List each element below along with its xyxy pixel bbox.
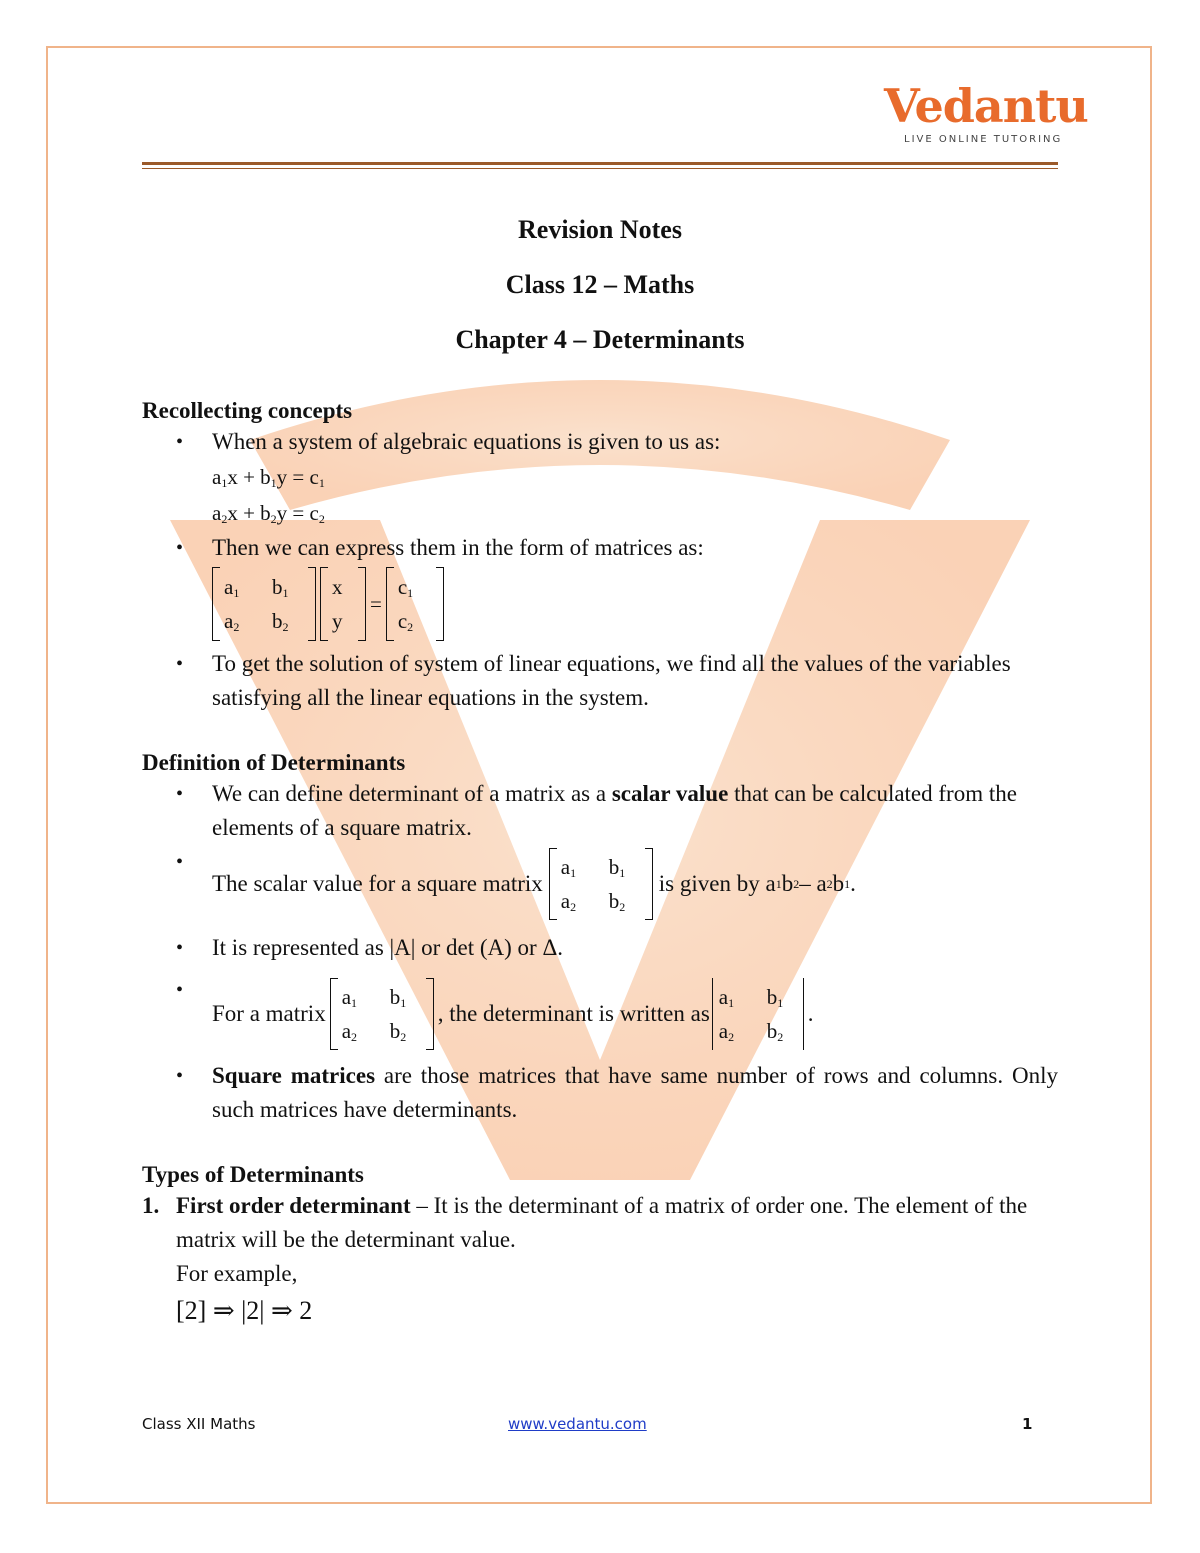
header-rule-thin (142, 168, 1058, 169)
title-revision-notes: Revision Notes (518, 215, 682, 244)
recollecting-list-3 (142, 647, 1058, 715)
section-heading-recollecting: Recollecting concepts (142, 398, 353, 423)
constant-matrix: $c_1$ $c_2$ (386, 567, 444, 641)
square-matrix: $a_1$ $b_1$ $a_2$ $b_2$ (549, 848, 653, 920)
recollecting-list (142, 425, 1058, 459)
equation-1: $a_1x + b_1y = c_1$ (212, 465, 325, 490)
section-heading-definition: Definition of Determinants (142, 750, 406, 775)
header-rule (142, 162, 1058, 165)
bullet-text: Then we can express them in the form of matrices as: (212, 535, 704, 560)
matrix-equation (142, 565, 1058, 643)
bullet-text: When a system of algebraic equations is given to us as: (212, 429, 721, 454)
logo-wordmark: Vedantu (884, 79, 1088, 133)
bullet-text: To get the solution of system of linear equations, we find all the values of the variables satisfying all the linear equations in the system. (212, 651, 1011, 710)
title-class: Class 12 – Maths (505, 270, 695, 299)
document-body (142, 215, 1058, 1331)
list-item (142, 425, 1058, 459)
variable-matrix: x y (320, 567, 366, 641)
logo-tagline: LIVE ONLINE TUTORING (904, 134, 1063, 145)
definition-list (142, 777, 1058, 1127)
example-formula: [2] ⇒ |2| ⇒ 2 (176, 1296, 313, 1325)
example-label: For example, (176, 1261, 298, 1286)
footer-link[interactable]: www.vedantu.com (508, 1415, 647, 1433)
list-item: • Square matrices are those matrices that have same number of rows and columns. Only such matrices have determinants. (142, 1059, 1058, 1127)
title-chapter: Chapter 4 – Determinants (455, 325, 745, 354)
section-heading-types: Types of Determinants (142, 1162, 364, 1187)
footer-left: Class XII Maths (142, 1415, 256, 1433)
recollecting-list-2 (142, 531, 1058, 565)
types-list (142, 1189, 1058, 1331)
coefficient-matrix: $a_1$ $b_1$ $a_2$ $b_2$ (212, 567, 316, 641)
equals-sign: = (370, 591, 382, 616)
list-item: • We can define determinant of a matrix as a scalar value that can be calculated from the elements of a square matrix. (142, 777, 1058, 845)
list-item: • It is represented as |A| or det (A) or Δ. (142, 931, 1058, 965)
example-matrix: $a_1$ $b_1$ $a_2$ $b_2$ (330, 978, 434, 1050)
equation-2: $a_2x + b_2y = c_2$ (212, 501, 325, 526)
list-item: • For a matrix $a_1$ $b_1$ $a_2$ $b_2$ , the determinant is written as $a_1$ $b_1$ $a_2$ $b_2$ . (142, 973, 1058, 1055)
list-item (142, 531, 1058, 565)
determinant-notation: $a_1$ $b_1$ $a_2$ $b_2$ (712, 978, 806, 1050)
vedantu-logo (884, 79, 1088, 152)
list-item: 1. First order determinant – It is the determinant of a matrix of order one. The element of the matrix will be the determinant value. For example, [2] ⇒ |2| ⇒ 2 (142, 1189, 1058, 1331)
page-number: 1 (1022, 1415, 1033, 1433)
list-item: • The scalar value for a square matrix $a_1$ $b_1$ $a_2$ $b_2$ is given by a 1 b 2 – a 2 b 1 . (142, 845, 1058, 923)
list-item (142, 647, 1058, 715)
